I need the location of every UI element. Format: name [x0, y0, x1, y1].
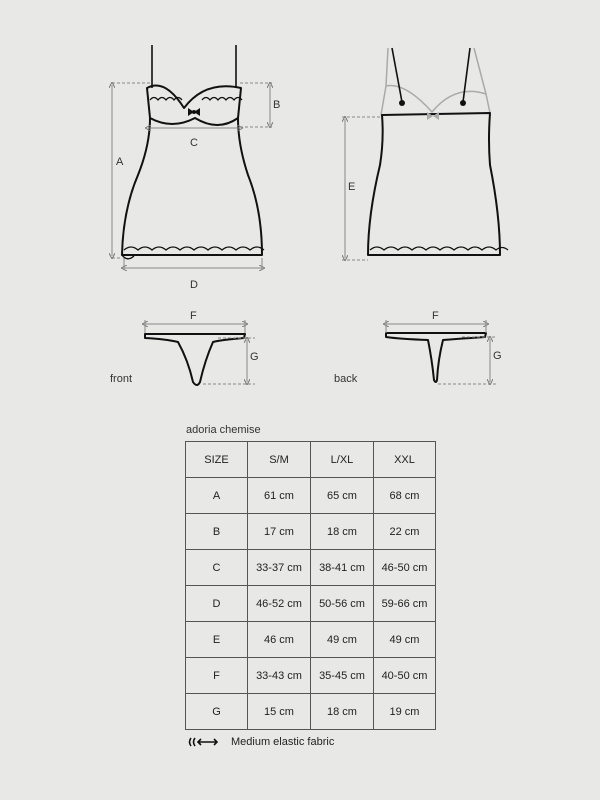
measure-label-d: D	[190, 279, 198, 291]
table-cell: 18 cm	[311, 514, 374, 550]
table-cell: D	[186, 586, 248, 622]
back-thong-drawing	[386, 333, 486, 382]
table-title: adoria chemise	[186, 424, 261, 436]
back-view-label: back	[334, 373, 358, 385]
table-cell: E	[186, 622, 248, 658]
size-table	[185, 441, 436, 730]
measure-label-b: B	[273, 99, 281, 111]
measure-label-g: G	[250, 351, 259, 363]
measure-label-f: F	[190, 310, 197, 322]
table-cell: 49 cm	[311, 622, 374, 658]
table-cell: 68 cm	[374, 478, 436, 514]
table-cell: 50-56 cm	[311, 586, 374, 622]
header-cell: XXL	[374, 442, 436, 478]
strap-clip-icon	[460, 100, 466, 106]
fabric-legend	[187, 736, 334, 748]
measure-label-g-back: G	[493, 350, 502, 362]
table-cell: 17 cm	[248, 514, 311, 550]
header-cell: S/M	[248, 442, 311, 478]
table-cell: C	[186, 550, 248, 586]
table-row	[186, 694, 436, 730]
table-cell: 18 cm	[311, 694, 374, 730]
table-cell: B	[186, 514, 248, 550]
table-header-row	[186, 442, 436, 478]
table-row	[186, 658, 436, 694]
table-cell: 33-43 cm	[248, 658, 311, 694]
table-cell: 40-50 cm	[374, 658, 436, 694]
elastic-arrow-icon	[187, 736, 221, 748]
table-cell: F	[186, 658, 248, 694]
table-cell: 33-37 cm	[248, 550, 311, 586]
table-cell: 46-52 cm	[248, 586, 311, 622]
table-row	[186, 586, 436, 622]
table-cell: 19 cm	[374, 694, 436, 730]
strap-clip-icon	[399, 100, 405, 106]
table-row	[186, 514, 436, 550]
table-row	[186, 478, 436, 514]
table-cell: 49 cm	[374, 622, 436, 658]
bow-icon	[188, 108, 200, 116]
table-cell: G	[186, 694, 248, 730]
front-chemise-drawing	[122, 45, 262, 259]
table-row	[186, 622, 436, 658]
measure-label-a: A	[116, 156, 124, 168]
header-cell: L/XL	[311, 442, 374, 478]
table-cell: 61 cm	[248, 478, 311, 514]
table-cell: A	[186, 478, 248, 514]
table-row	[186, 550, 436, 586]
table-cell: 15 cm	[248, 694, 311, 730]
legend-text: Medium elastic fabric	[231, 736, 335, 748]
table-cell: 46-50 cm	[374, 550, 436, 586]
measure-label-c: C	[190, 137, 198, 149]
front-view-label: front	[110, 373, 133, 385]
table-cell: 59-66 cm	[374, 586, 436, 622]
measure-label-e: E	[348, 181, 356, 193]
table-cell: 22 cm	[374, 514, 436, 550]
table-cell: 38-41 cm	[311, 550, 374, 586]
table-cell: 35-45 cm	[311, 658, 374, 694]
measure-label-f-back: F	[432, 310, 439, 322]
table-cell: 65 cm	[311, 478, 374, 514]
table-cell: 46 cm	[248, 622, 311, 658]
front-thong-drawing	[145, 334, 245, 385]
back-chemise-drawing	[368, 48, 508, 255]
header-cell: SIZE	[186, 442, 248, 478]
